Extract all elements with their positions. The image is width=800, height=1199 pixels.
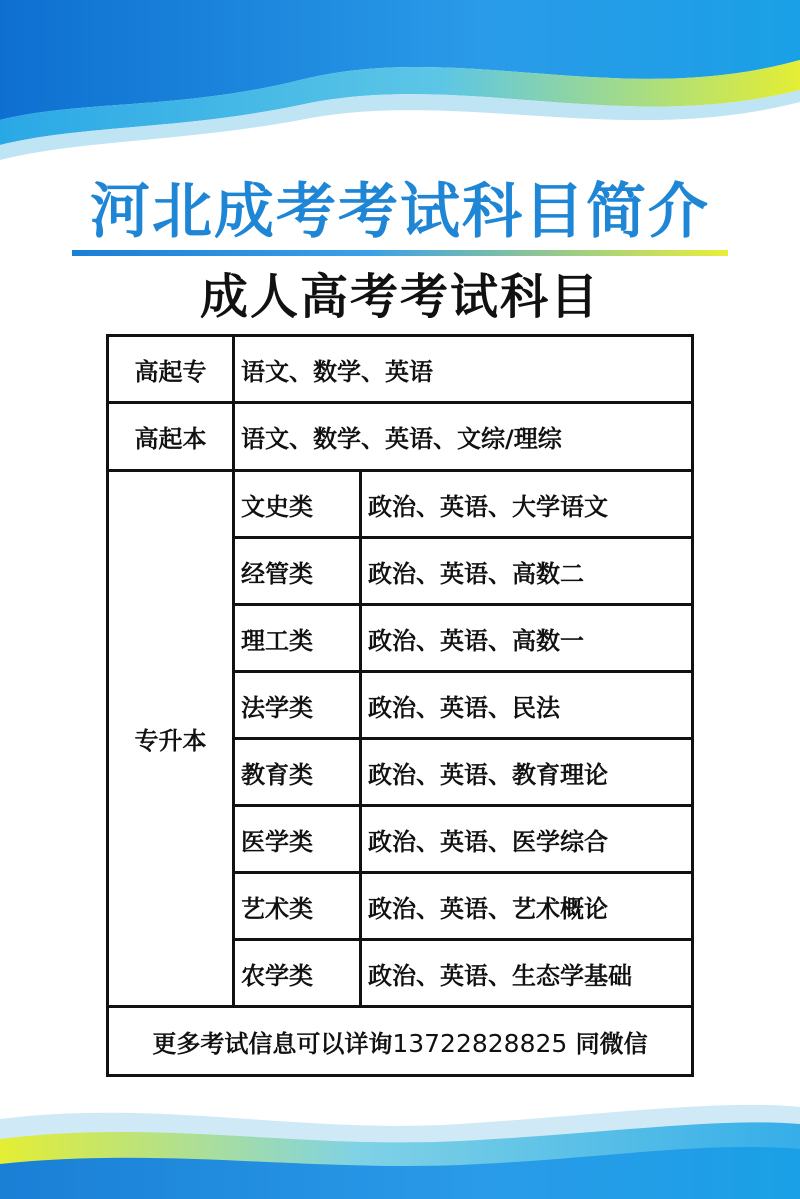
bottom-wave-decoration: [0, 1079, 800, 1199]
top-wave-decoration: [0, 0, 800, 170]
category-cell: 农学类: [234, 940, 361, 1007]
subjects-cell: 政治、英语、艺术概论: [361, 873, 693, 940]
subjects-cell: 政治、英语、生态学基础: [361, 940, 693, 1007]
main-title: 河北成考考试科目简介: [90, 177, 710, 247]
title-divider: [72, 250, 728, 256]
table-row: [108, 1007, 693, 1076]
category-cell: 理工类: [234, 605, 361, 672]
footer-contact-cell: [108, 1007, 693, 1076]
subjects-cell: 政治、英语、医学综合: [361, 806, 693, 873]
level-cell: 高起专: [108, 336, 234, 403]
subjects-cell: 语文、数学、英语、文综/理综: [234, 403, 693, 471]
table-row: [108, 471, 693, 538]
subjects-cell: 政治、英语、教育理论: [361, 739, 693, 806]
table-row: [108, 403, 693, 471]
footer-text-after: 同微信: [567, 1029, 648, 1058]
category-cell: 经管类: [234, 538, 361, 605]
category-cell: 文史类: [234, 471, 361, 538]
footer-text: 更多考试信息可以详询: [152, 1029, 393, 1058]
category-cell: 法学类: [234, 672, 361, 739]
subjects-cell: 政治、英语、高数一: [361, 605, 693, 672]
subjects-cell: 政治、英语、高数二: [361, 538, 693, 605]
level-cell: 高起本: [108, 403, 234, 471]
category-cell: 教育类: [234, 739, 361, 806]
subjects-cell: 政治、英语、民法: [361, 672, 693, 739]
footer-phone: 13722828825: [392, 1028, 568, 1058]
level-cell-upgrade: 专升本: [108, 471, 234, 1007]
table-row: [108, 336, 693, 403]
category-cell: 艺术类: [234, 873, 361, 940]
subjects-table: [106, 334, 694, 1077]
subjects-cell: 语文、数学、英语: [234, 336, 693, 403]
subjects-cell: 政治、英语、大学语文: [361, 471, 693, 538]
category-cell: 医学类: [234, 806, 361, 873]
sub-title: 成人高考考试科目: [199, 269, 600, 325]
